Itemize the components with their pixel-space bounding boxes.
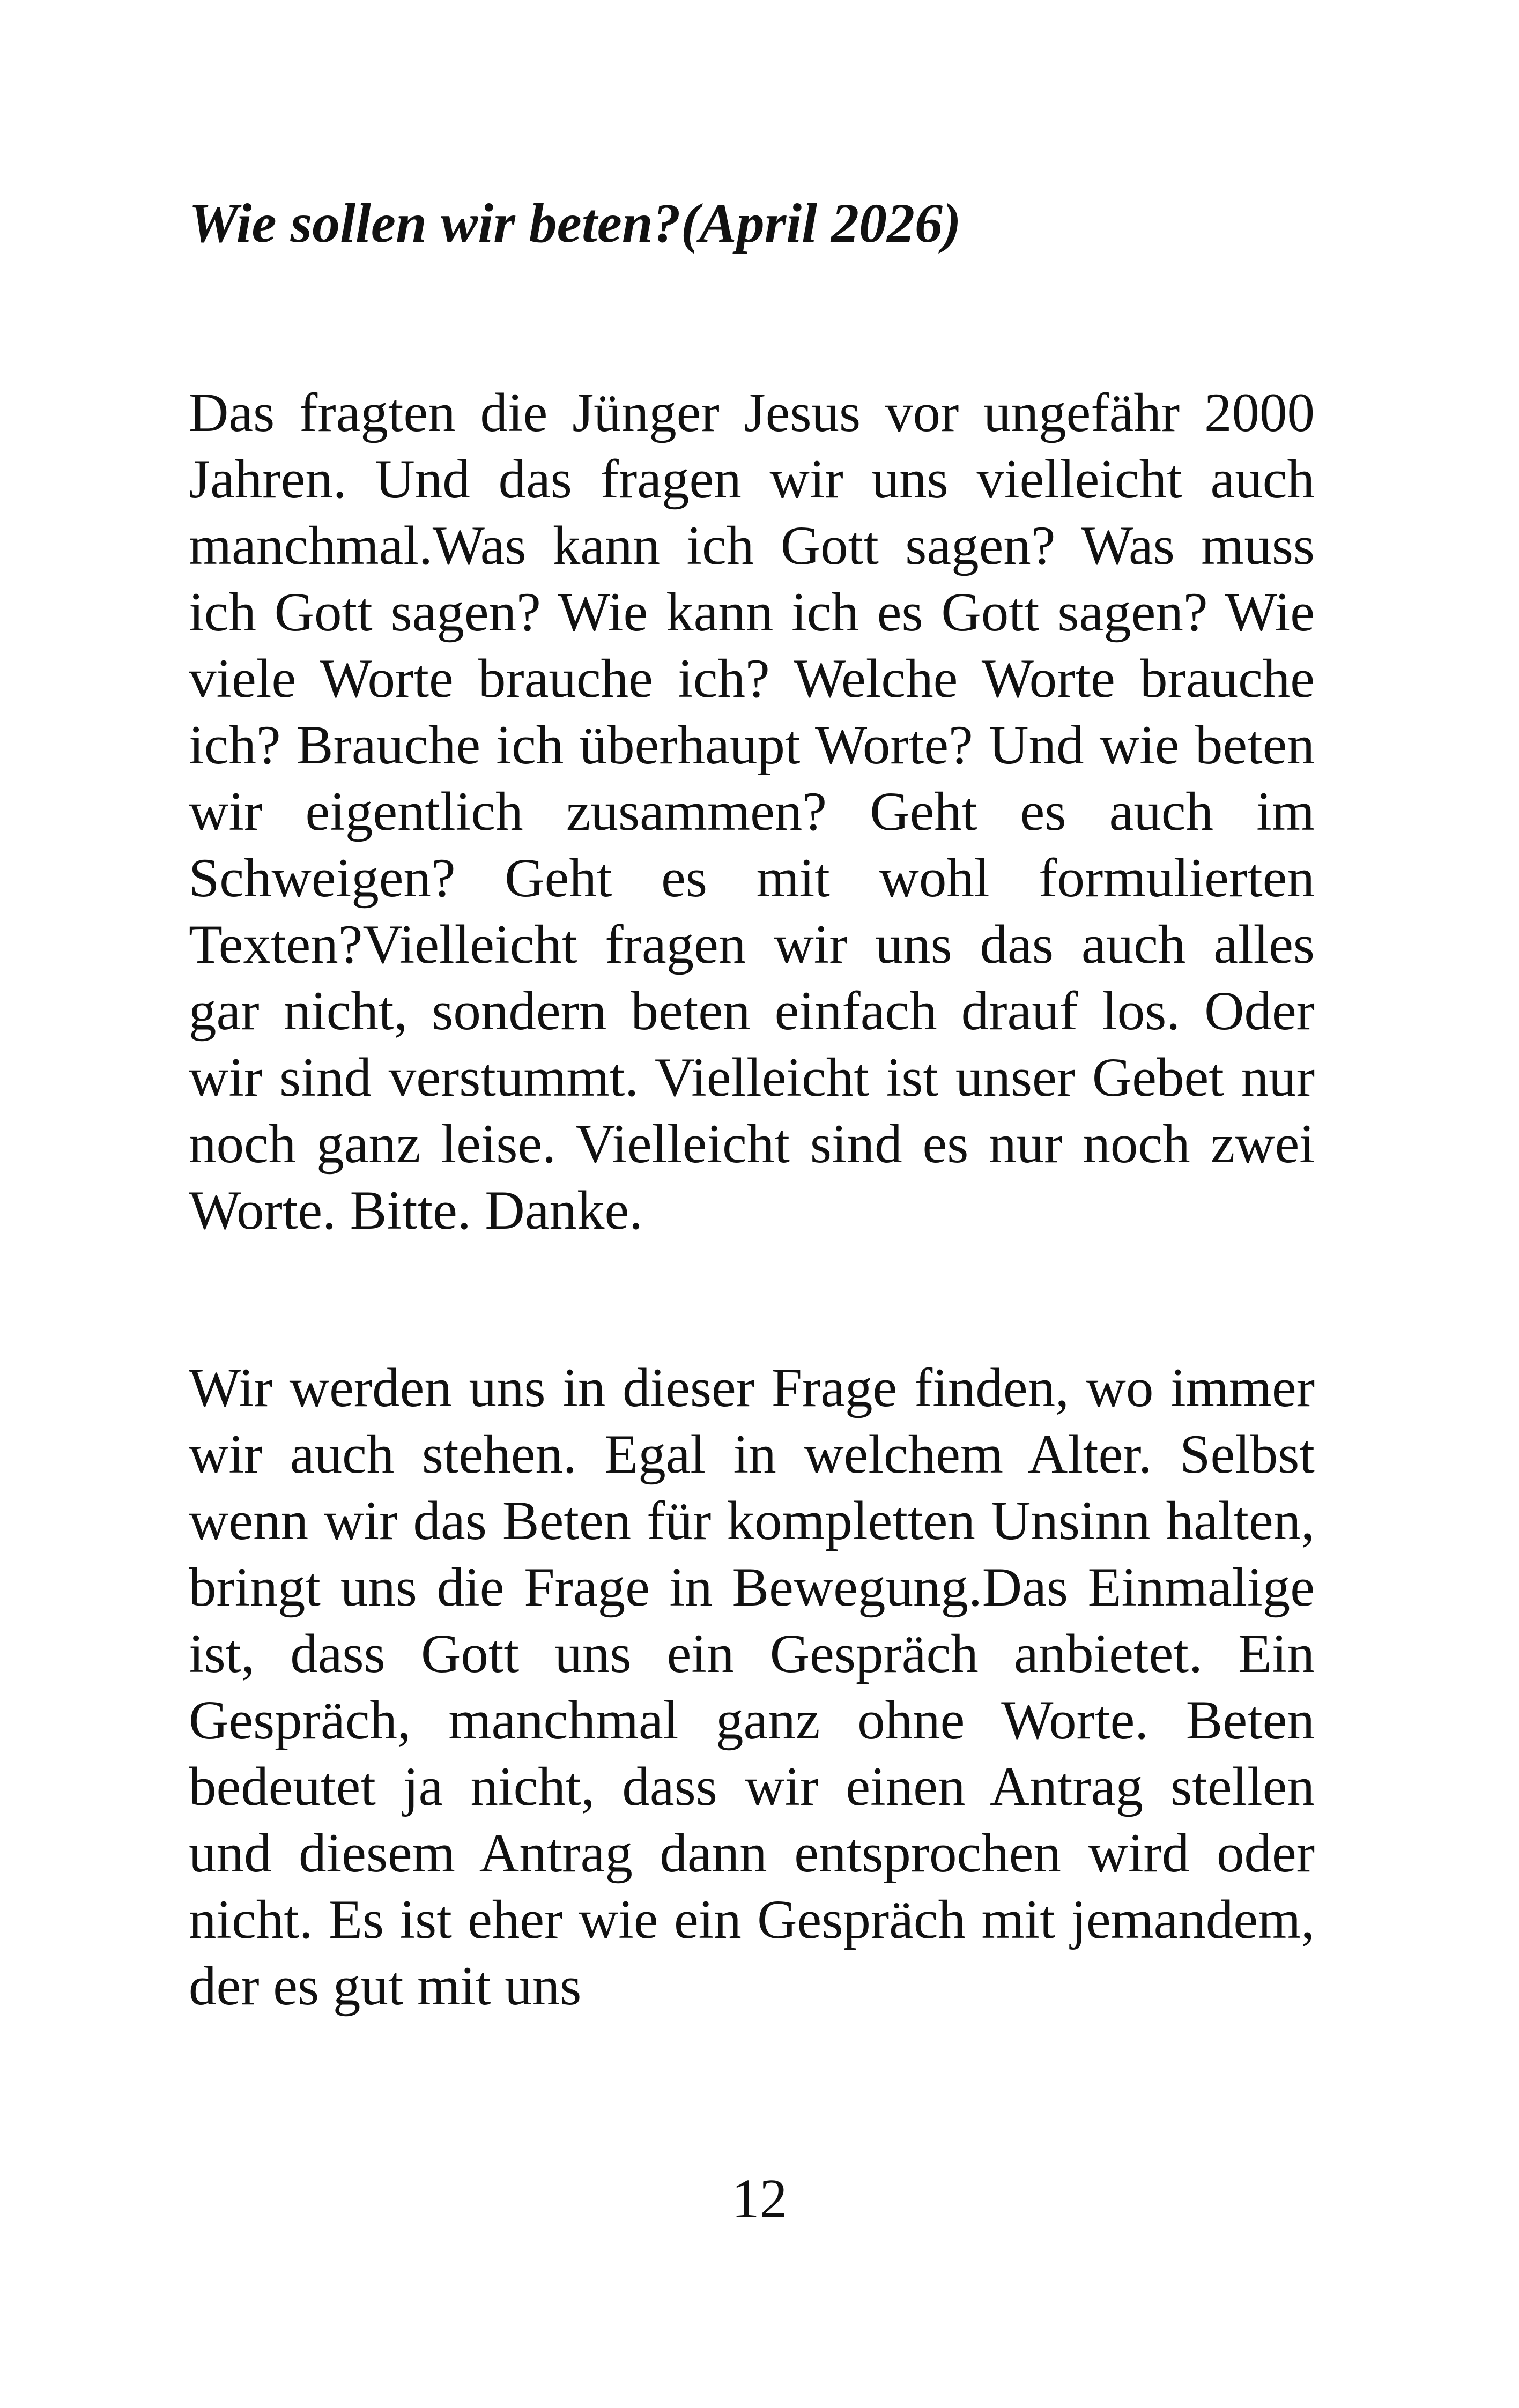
page-title: Wie sollen wir beten?(April 2026) (189, 192, 961, 254)
paragraph-2: Wir werden uns in dieser Frage finden, wo immer wir auch stehen. Egal in welchem Alter. Selbst wenn wir das Beten für kompletten Unsinn halten, bringt uns die Frage in Bewegung.Das Einmalige ist, dass Gott uns ein Gespräch anbietet. Ein Gespräch, manchmal ganz ohne Worte. Beten bedeutet ja nicht, dass wir einen Antrag stellen und diesem Antrag dann entsprochen wird oder nicht. Es ist eher wie ein Gespräch mit jemandem, der es gut mit uns (189, 1357, 1315, 2017)
page-number: 12 (731, 2168, 788, 2229)
paragraph-1: Das fragten die Jünger Jesus vor ungefähr 2000 Jahren. Und das fragen wir uns vielleicht auch manchmal.Was kann ich Gott sagen? Was muss ich Gott sagen? Wie kann ich es Gott sagen? Wie viele Worte brauche ich? Welche Worte brauche ich? Brauche ich überhaupt Worte? Und wie beten wir eigentlich zusammen? Geht es auch im Schweigen? Geht es mit wohl formulierten Texten?Vielleicht fragen wir uns das auch alles gar nicht, sondern beten einfach drauf los. Oder wir sind verstummt. Vielleicht ist unser Gebet nur noch ganz leise. Vielleicht sind es nur noch zwei Worte. Bitte. Danke. (189, 382, 1315, 1241)
